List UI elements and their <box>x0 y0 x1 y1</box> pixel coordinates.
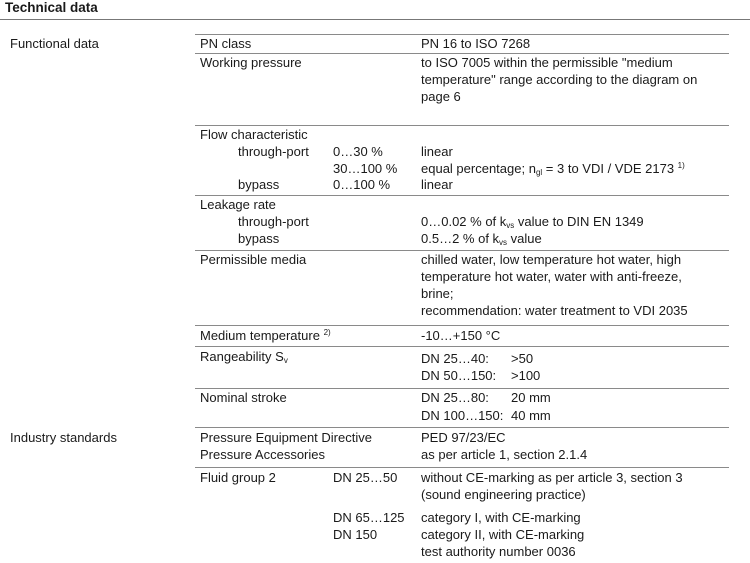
flow-through-port-value-1: linear <box>421 144 453 159</box>
leakage-bypass-label: bypass <box>238 231 280 246</box>
medium-temperature-label: Medium temperature $^{2)}$ <box>200 328 331 343</box>
leakage-through-port-label: through-port <box>238 214 309 229</box>
rangeability-label: Rangeability $S_v$ <box>200 349 288 365</box>
ped-label: Pressure Equipment Directive <box>200 430 372 445</box>
row-divider <box>195 250 729 251</box>
medium-temperature-value: -10…+150 °C <box>421 328 501 343</box>
flow-through-port-label: through-port <box>238 144 309 159</box>
row-divider <box>195 388 729 389</box>
row-divider <box>195 427 729 428</box>
flow-through-port-range-2: 30…100 % <box>333 161 398 176</box>
working-pressure-line-2: temperature" range according to the diagram on <box>421 72 698 87</box>
leakage-bypass-value: 0.5…2 % of $k_{vs}$ value <box>421 231 542 247</box>
row-divider <box>195 125 729 126</box>
row-divider <box>195 325 729 326</box>
row-divider <box>195 346 729 347</box>
rangeability-value-2: >100 <box>511 368 541 383</box>
row-divider <box>195 34 729 35</box>
permissible-media-line-2: temperature hot water, water with anti-freeze, <box>421 269 682 284</box>
pressure-accessories-value: as per article 1, section 2.1.4 <box>421 447 588 462</box>
page-title: Technical data <box>5 0 98 15</box>
fluid-group-label: Fluid group 2 <box>200 470 276 485</box>
nominal-stroke-label: Nominal stroke <box>200 390 287 405</box>
fluid-value-1b: (sound engineering practice) <box>421 487 586 502</box>
section-industry-standards: Industry standards <box>10 430 117 445</box>
fluid-value-3a: category II, with CE-marking <box>421 527 585 542</box>
ped-value: PED 97/23/EC <box>421 430 506 445</box>
fluid-dn-3: DN 150 <box>333 527 378 542</box>
pressure-accessories-label: Pressure Accessories <box>200 447 325 462</box>
flow-through-port-value-2: equal percentage; $n_{gl} = 3$ to VDI / VDE 2173 $^{1)}$ <box>421 161 685 177</box>
permissible-media-line-1: chilled water, low temperature hot water, high <box>421 252 682 267</box>
stroke-dn-1: DN 25…80: <box>421 390 489 405</box>
working-pressure-label: Working pressure <box>200 55 302 70</box>
flow-through-port-range-1: 0…30 % <box>333 144 383 159</box>
fluid-dn-2: DN 65…125 <box>333 510 405 525</box>
fluid-value-2: category I, with CE-marking <box>421 510 581 525</box>
stroke-value-2: 40 mm <box>511 408 551 423</box>
pn-class-label: PN class <box>200 36 252 51</box>
leakage-through-port-value: 0…0.02 % of $k_{vs}$ value to DIN EN 1349 <box>421 214 644 230</box>
permissible-media-line-3: brine; <box>421 286 454 301</box>
working-pressure-line-3: page 6 <box>421 89 461 104</box>
section-functional-data: Functional data <box>10 36 99 51</box>
stroke-value-1: 20 mm <box>511 390 551 405</box>
stroke-dn-2: DN 100…150: <box>421 408 504 423</box>
row-divider <box>195 195 729 196</box>
flow-bypass-value: linear <box>421 177 453 192</box>
leakage-rate-label: Leakage rate <box>200 197 276 212</box>
flow-bypass-label: bypass <box>238 177 280 192</box>
flow-characteristic-label: Flow characteristic <box>200 127 308 142</box>
rangeability-value-1: >50 <box>511 351 534 366</box>
row-divider <box>195 53 729 54</box>
permissible-media-line-4: recommendation: water treatment to VDI 2035 <box>421 303 688 318</box>
title-divider <box>0 19 750 20</box>
row-divider <box>195 467 729 468</box>
rangeability-dn-2: DN 50…150: <box>421 368 497 383</box>
pn-class-value: PN 16 to ISO 7268 <box>421 36 531 51</box>
flow-bypass-range: 0…100 % <box>333 177 391 192</box>
fluid-value-3b: test authority number 0036 <box>421 544 576 559</box>
rangeability-dn-1: DN 25…40: <box>421 351 489 366</box>
fluid-dn-1: DN 25…50 <box>333 470 398 485</box>
fluid-value-1a: without CE-marking as per article 3, section 3 <box>421 470 683 485</box>
working-pressure-line-1: to ISO 7005 within the permissible "medium <box>421 55 673 70</box>
permissible-media-label: Permissible media <box>200 252 307 267</box>
